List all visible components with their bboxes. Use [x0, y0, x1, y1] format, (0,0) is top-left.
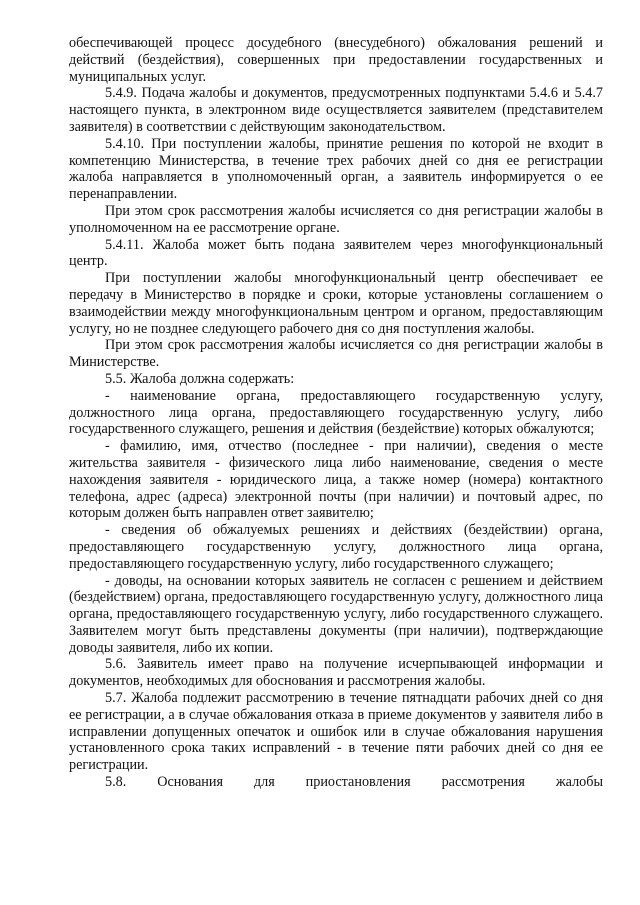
paragraph-5-7: 5.7. Жалоба подлежит рассмотрению в течение пятнадцати рабочих дней со дня ее регистрации, а в случае обжалования отказа в приеме документов у заявителя либо в исправлении допущенных опечаток и ошибок или в случае обжалования нарушения установленного срока таких исправлений - в течение пяти рабочих дней со дня ее регистрации.	[69, 690, 603, 774]
paragraph-mfc-transfer: При поступлении жалобы многофункциональный центр обеспечивает ее передачу в Министерство в порядке и сроки, которые установлены соглашением о взаимодействии между многофункциональным центром и органом, предоставляющим услугу, но не позднее следующего рабочего дня со дня поступления жалобы.	[69, 270, 603, 337]
paragraph-term-ministry: При этом срок рассмотрения жалобы исчисляется со дня регистрации жалобы в Министерстве.	[69, 337, 603, 371]
paragraph-term-authorized-body: При этом срок рассмотрения жалобы исчисляется со дня регистрации жалобы в уполномоченном на ее рассмотрение органе.	[69, 202, 603, 236]
paragraph-5-5: 5.5. Жалоба должна содержать:	[105, 370, 295, 387]
list-item-arguments: - доводы, на основании которых заявитель не согласен с решением и действием (бездействием) органа, предоставляющего государственную услугу, должностного лица органа, предоставляющего государственную услугу, либо государственного служащего. Заявителем могут быть представлены документы (при наличии), подтверждающие доводы заявителя, либо их копии.	[69, 572, 603, 656]
list-item-body-name: - наименование органа, предоставляющего государственную услугу, должностного лица органа, предоставляющего государственную услугу, либо государственного служащего, решения и действия (бездействие) которых обжалуются;	[69, 387, 603, 438]
paragraph-continuation: обеспечивающей процесс досудебного (внесудебного) обжалования решений и действий (бездействия), совершенных при предоставлении государственных и муниципальных услуг.	[69, 35, 603, 85]
list-item-appealed-decisions: - сведения об обжалуемых решениях и действиях (бездействии) органа, предоставляющего государственную услугу, должностного лица органа, предоставляющего государственную услугу, либо государственного служащего;	[69, 522, 603, 572]
paragraph-5-4-11: 5.4.11. Жалоба может быть подана заявителем через многофункциональный центр.	[69, 236, 603, 270]
paragraph-5-4-10: 5.4.10. При поступлении жалобы, принятие решения по которой не входит в компетенцию Министерства, в течение трех рабочих дней со дня ее регистрации жалоба направляется в уполномоченный орган, а заявитель информируется о ее перенаправлении.	[69, 135, 603, 203]
list-item-applicant-details: - фамилию, имя, отчество (последнее - при наличии), сведения о месте жительства заявителя - физического лица либо наименование, сведения о месте нахождения заявителя - юридического лица, а также номер (номера) контактного телефона, адрес (адреса) электронной почты (при наличии) и почтовый адрес, по которым должен быть направлен ответ заявителю;	[69, 438, 603, 522]
paragraph-5-4-9: 5.4.9. Подача жалобы и документов, предусмотренных подпунктами 5.4.6 и 5.4.7 настоящего пункта, в электронном виде осуществляется заявителем (представителем заявителя) в соответствии с действующим законодательством.	[69, 85, 603, 135]
paragraph-5-6: 5.6. Заявитель имеет право на получение исчерпывающей информации и документов, необходимых для обоснования и рассмотрения жалобы.	[69, 656, 603, 690]
paragraph-5-8: 5.8. Основания для приостановления рассмотрения жалобы	[105, 774, 603, 791]
